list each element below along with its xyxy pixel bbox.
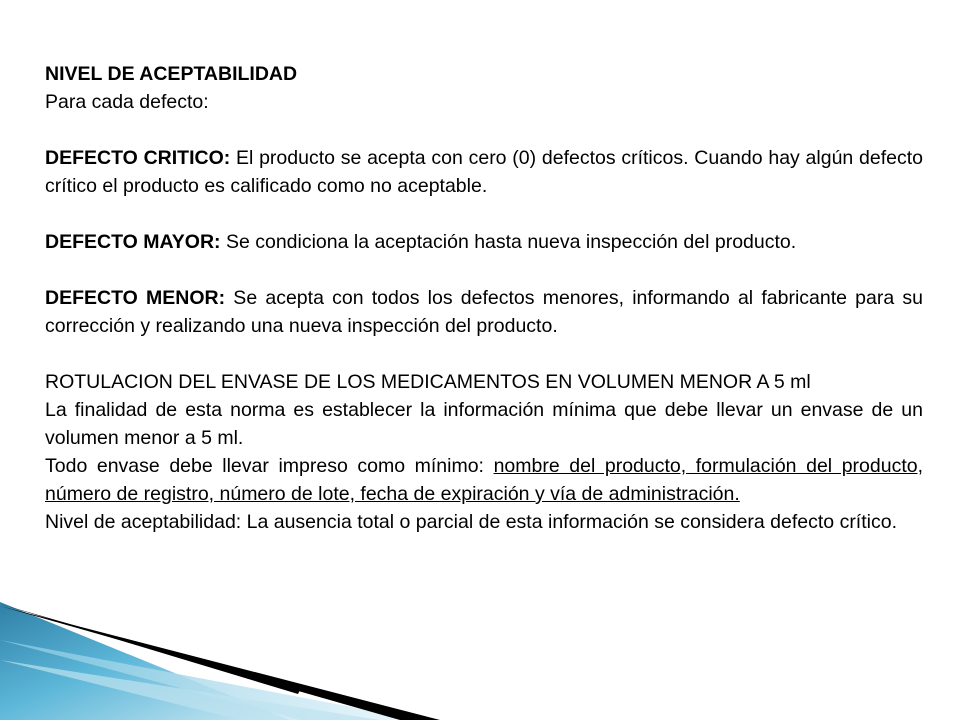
requirement-items: nombre del producto, formulación del producto, número de registro, número de lote, fecha de expiración y vía de administración.: [45, 455, 924, 505]
defect-minor: [45, 284, 923, 340]
defect-minor-text: Se acepta con todos los defectos menores, informando al fabricante para su corrección y realizando una nueva inspección del producto.: [45, 287, 924, 337]
purpose-text: La finalidad de esta norma es establecer la información mínima que debe llevar un envase de un volumen menor a 5 ml.: [45, 399, 923, 449]
section-heading: ROTULACION DEL ENVASE DE LOS MEDICAMENTOS EN VOLUMEN MENOR A 5 ml: [45, 371, 811, 393]
slide-body: [45, 60, 923, 536]
light-stripe-2: [0, 660, 380, 720]
defect-major-text: Se condiciona la aceptación hasta nueva inspección del producto.: [220, 231, 797, 253]
intro-text: Para cada defecto:: [45, 91, 209, 113]
defect-critical-text: El producto se acepta con cero (0) defectos críticos. Cuando hay algún defecto crítico el producto es calificado como no aceptable.: [45, 147, 923, 197]
blue-wedge: [0, 602, 290, 720]
defect-major: [45, 228, 923, 256]
acceptability-text: Nivel de aceptabilidad: La ausencia total o parcial de esta información se considera defecto crítico.: [45, 511, 897, 533]
requirement-prefix: Todo envase debe llevar impreso como mínimo:: [45, 455, 494, 477]
page-title: NIVEL DE ACEPTABILIDAD: [45, 63, 298, 85]
light-stripe: [0, 640, 420, 720]
defect-major-label: DEFECTO MAYOR:: [45, 231, 221, 253]
defect-minor-label: DEFECTO MENOR:: [45, 287, 226, 309]
black-swoosh-thin: [0, 604, 300, 694]
defect-critical-label: DEFECTO CRITICO:: [45, 147, 231, 169]
defect-critical: [45, 144, 923, 200]
requirement-text: [45, 452, 923, 508]
black-swoosh: [0, 606, 440, 720]
